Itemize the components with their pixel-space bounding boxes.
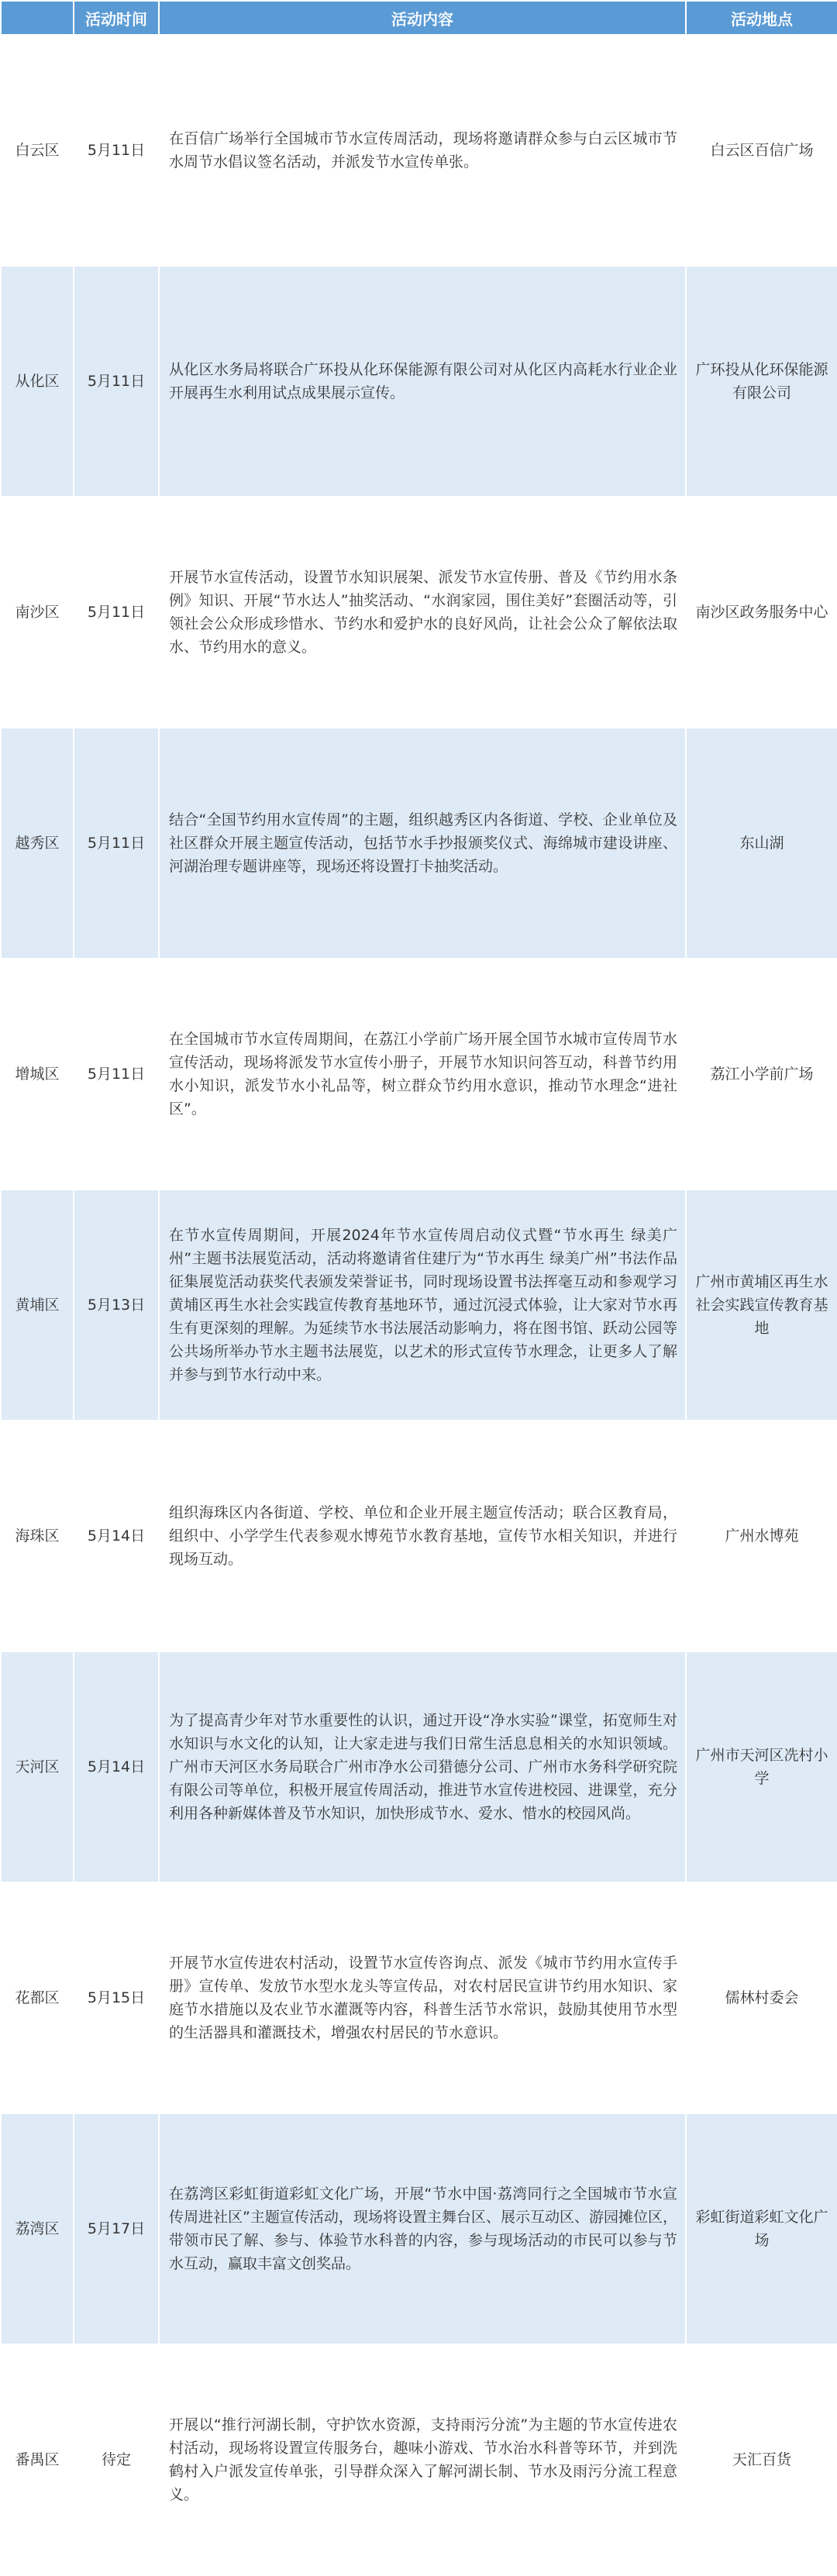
date-cell: 5月17日 xyxy=(74,2113,159,2344)
table-header xyxy=(1,1,837,35)
date-cell: 5月11日 xyxy=(74,266,159,497)
table-row xyxy=(1,266,837,497)
content-cell: 组织海珠区内各街道、学校、单位和企业开展主题宣传活动；联合区教育局，组织中、小学学生代表参观水博苑节水教育基地，宣传节水相关知识，并进行现场互动。 xyxy=(159,1421,686,1651)
place-cell: 白云区百信广场 xyxy=(686,35,837,266)
header-content: 活动内容 xyxy=(159,1,686,35)
table-row xyxy=(1,2113,837,2344)
district-cell: 从化区 xyxy=(1,266,74,497)
table-row xyxy=(1,35,837,266)
place-cell: 儒林村委会 xyxy=(686,1882,837,2113)
content-cell: 开展节水宣传活动，设置节水知识展架、派发节水宣传册、普及《节约用水条例》知识、开展“节水达人”抽奖活动、“水润家园，围住美好”套圈活动等，引领社会公众形成珍惜水、节约水和爱护水的良好风尚，让社会公众了解依法取水、节约用水的意义。 xyxy=(159,497,686,728)
date-cell: 5月14日 xyxy=(74,1421,159,1651)
table-row xyxy=(1,959,837,1190)
header-date: 活动时间 xyxy=(74,1,159,35)
table-row xyxy=(1,2344,837,2575)
content-cell: 在百信广场举行全国城市节水宣传周活动，现场将邀请群众参与白云区城市节水周节水倡议签名活动，并派发节水宣传单张。 xyxy=(159,35,686,266)
place-cell: 广州水博苑 xyxy=(686,1421,837,1651)
content-cell: 从化区水务局将联合广环投从化环保能源有限公司对从化区内高耗水行业企业开展再生水利用试点成果展示宣传。 xyxy=(159,266,686,497)
table-row xyxy=(1,1421,837,1651)
district-cell: 增城区 xyxy=(1,959,74,1190)
date-cell: 5月15日 xyxy=(74,1882,159,2113)
date-cell: 5月11日 xyxy=(74,728,159,959)
date-cell: 5月13日 xyxy=(74,1190,159,1421)
district-cell: 花都区 xyxy=(1,1882,74,2113)
date-cell: 待定 xyxy=(74,2344,159,2575)
content-cell: 为了提高青少年对节水重要性的认识，通过开设“净水实验”课堂，拓宽师生对水知识与水文化的认知，让大家走进与我们日常生活息息相关的水知识领域。广州市天河区水务局联合广州市净水公司猎德分公司、广州市水务科学研究院有限公司等单位，积极开展宣传周活动，推进节水宣传进校园、进课堂，充分利用各种新媒体普及节水知识，加快形成节水、爱水、惜水的校园风尚。 xyxy=(159,1651,686,1882)
district-cell: 海珠区 xyxy=(1,1421,74,1651)
place-cell: 广州市天河区冼村小学 xyxy=(686,1651,837,1882)
district-cell: 荔湾区 xyxy=(1,2113,74,2344)
content-cell: 在荔湾区彩虹街道彩虹文化广场，开展“节水中国·荔湾同行之全国城市节水宣传周进社区”主题宣传活动，现场将设置主舞台区、展示互动区、游园摊位区，带领市民了解、参与、体验节水科普的内容，参与现场活动的市民可以参与节水互动，赢取丰富文创奖品。 xyxy=(159,2113,686,2344)
content-cell: 开展节水宣传进农村活动，设置节水宣传咨询点、派发《城市节约用水宣传手册》宣传单、发放节水型水龙头等宣传品，对农村居民宣讲节约用水知识、家庭节水措施以及农业节水灌溉等内容，科普生活节水常识，鼓励其使用节水型的生活器具和灌溉技术，增强农村居民的节水意识。 xyxy=(159,1882,686,2113)
district-cell: 越秀区 xyxy=(1,728,74,959)
content-cell: 在节水宣传周期间，开展2024年节水宣传周启动仪式暨“节水再生 绿美广州”主题书法展览活动，活动将邀请省住建厅为“节水再生 绿美广州”书法作品征集展览活动获奖代表颁发荣誉证书，同时现场设置书法挥毫互动和参观学习黄埔区再生水社会实践宣传教育基地环节，通过沉浸式体验，让大家对节水再生有更深刻的理解。为延续节水书法展活动影响力，将在图书馆、跃动公园等公共场所举办节水主题书法展览，以艺术的形式宣传节水理念，让更多人了解并参与到节水行动中来。 xyxy=(159,1190,686,1421)
district-cell: 南沙区 xyxy=(1,497,74,728)
district-cell: 番禺区 xyxy=(1,2344,74,2575)
table-row xyxy=(1,728,837,959)
place-cell: 广州市黄埔区再生水社会实践宣传教育基地 xyxy=(686,1190,837,1421)
table-row xyxy=(1,497,837,728)
header-district xyxy=(1,1,74,35)
content-cell: 开展以“推行河湖长制，守护饮水资源，支持雨污分流”为主题的节水宣传进农村活动，现场将设置宣传服务台，趣味小游戏、节水治水科普等环节，并到洗鹤村入户派发宣传单张，引导群众深入了解河湖长制、节水及雨污分流工程意义。 xyxy=(159,2344,686,2575)
table-row xyxy=(1,1190,837,1421)
date-cell: 5月11日 xyxy=(74,497,159,728)
place-cell: 南沙区政务服务中心 xyxy=(686,497,837,728)
place-cell: 广环投从化环保能源有限公司 xyxy=(686,266,837,497)
date-cell: 5月11日 xyxy=(74,35,159,266)
date-cell: 5月11日 xyxy=(74,959,159,1190)
header-place: 活动地点 xyxy=(686,1,837,35)
content-cell: 结合“全国节约用水宣传周”的主题，组织越秀区内各街道、学校、企业单位及社区群众开展主题宣传活动，包括节水手抄报颁奖仪式、海绵城市建设讲座、河湖治理专题讲座等，现场还将设置打卡抽奖活动。 xyxy=(159,728,686,959)
date-cell: 5月14日 xyxy=(74,1651,159,1882)
place-cell: 东山湖 xyxy=(686,728,837,959)
district-cell: 白云区 xyxy=(1,35,74,266)
table-row xyxy=(1,1651,837,1882)
table-body xyxy=(1,35,837,2575)
place-cell: 天汇百货 xyxy=(686,2344,837,2575)
place-cell: 荔江小学前广场 xyxy=(686,959,837,1190)
district-cell: 天河区 xyxy=(1,1651,74,1882)
table-row xyxy=(1,1882,837,2113)
place-cell: 彩虹街道彩虹文化广场 xyxy=(686,2113,837,2344)
header-row xyxy=(1,1,837,35)
content-cell: 在全国城市节水宣传周期间，在荔江小学前广场开展全国节水城市宣传周节水宣传活动，现场将派发节水宣传小册子，开展节水知识问答互动，科普节约用水小知识，派发节水小礼品等，树立群众节约用水意识，推动节水理念“进社区”。 xyxy=(159,959,686,1190)
district-cell: 黄埔区 xyxy=(1,1190,74,1421)
